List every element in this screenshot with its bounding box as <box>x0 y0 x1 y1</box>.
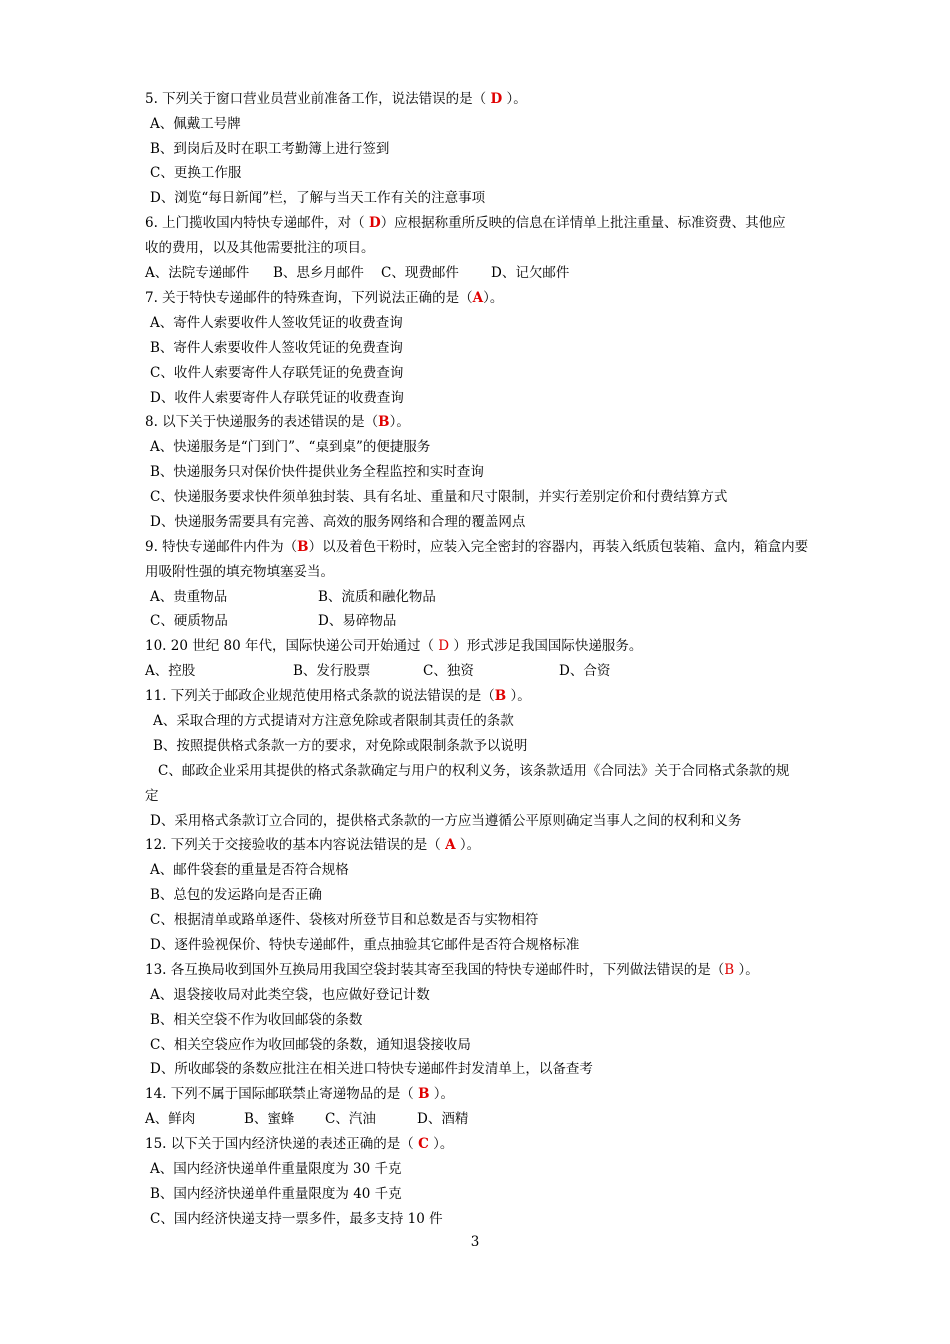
answer-mark: D <box>368 215 381 231</box>
option-d: D、酒精 <box>417 1111 469 1127</box>
question-12-option-d: D、逐件验视保价、特快专递邮件，重点抽验其它邮件是否符合规格标准 <box>150 937 580 953</box>
question-5-option-d: D、浏览“每日新闻”栏，了解与当天工作有关的注意事项 <box>150 190 486 206</box>
option-b: B、蜜蜂 <box>244 1111 295 1127</box>
question-6-stem <box>145 214 786 232</box>
question-12-option-c: C、根据清单或路单逐件、袋核对所登节目和总数是否与实物相符 <box>150 912 539 928</box>
stem-text: ）。 <box>502 91 527 107</box>
stem-text: 12. 下列关于交接验收的基本内容说法错误的是（ <box>145 837 446 853</box>
page-number: 3 <box>470 1234 480 1250</box>
stem-text: ）。 <box>734 962 759 978</box>
question-5-option-a: A、佩戴工号牌 <box>150 116 241 132</box>
question-14-stem <box>145 1085 454 1103</box>
option-b: B、流质和融化物品 <box>318 589 436 605</box>
answer-mark: D <box>438 638 450 654</box>
question-5-stem <box>145 90 527 108</box>
question-10-stem <box>145 637 642 655</box>
answer-mark: B <box>724 962 735 978</box>
question-11-option-c: C、邮政企业采用其提供的格式条款确定与用户的权利义务，该条款适用《合同法》关于合同格式条款的规 <box>158 763 790 779</box>
stem-text: ）。 <box>389 414 410 430</box>
answer-mark: B <box>418 1086 430 1102</box>
stem-text: 15. 以下关于国内经济快递的表述正确的是（ <box>145 1136 419 1152</box>
stem-text: 6. 上门揽收国内特快专递邮件，对（ <box>145 215 369 231</box>
question-8-option-a: A、快递服务是“门到门”、“桌到桌”的便捷服务 <box>150 439 431 455</box>
question-12-option-b: B、总包的发运路向是否正确 <box>150 887 322 903</box>
question-6-options <box>145 264 569 282</box>
stem-text: ）。 <box>506 688 531 704</box>
question-15-stem <box>145 1135 453 1153</box>
option-a: A、控股 <box>145 663 196 679</box>
question-9-stem-cont: 用吸附性强的填充物填塞妥当。 <box>145 564 334 580</box>
option-b: B、发行股票 <box>293 663 371 679</box>
question-5-option-b: B、到岗后及时在职工考勤簿上进行签到 <box>150 141 390 157</box>
question-9-options-row2 <box>150 612 396 630</box>
question-9-options-row1 <box>150 588 436 606</box>
stem-text: ）。 <box>429 1086 455 1102</box>
question-8-option-d: D、快递服务需要具有完善、高效的服务网络和合理的覆盖网点 <box>150 514 526 530</box>
question-11-option-c-cont: 定 <box>145 788 159 804</box>
stem-text: 10. 20 世纪 80 年代，国际快递公司开始通过（ <box>145 638 439 654</box>
stem-text: 13. 各互换局收到国外互换局用我国空袋封装其寄至我国的特快专递邮件时，下列做法错误的是（ <box>145 962 725 978</box>
question-7-option-a: A、寄件人索要收件人签收凭证的收费查询 <box>150 315 403 331</box>
stem-text: ）形式涉足我国国际快递服务。 <box>449 638 643 654</box>
stem-text: ）以及着色干粉时，应装入完全密封的容器内，再装入纸质包装箱、盒内，箱盒内要 <box>308 539 809 555</box>
option-b: B、思乡月邮件 <box>273 265 364 281</box>
option-c: C、独资 <box>423 663 474 679</box>
answer-mark: B <box>297 539 309 555</box>
question-11-option-d: D、采用格式条款订立合同的，提供格式条款的一方应当遵循公平原则确定当事人之间的权利和义务 <box>150 813 742 829</box>
stem-text: ）。 <box>455 837 481 853</box>
question-13-stem <box>145 961 759 979</box>
question-15-option-b: B、国内经济快递单件重量限度为 40 千克 <box>150 1186 402 1202</box>
question-14-options <box>145 1110 468 1128</box>
question-11-stem <box>145 687 531 705</box>
question-7-stem <box>145 289 503 307</box>
stem-text: ）。 <box>428 1136 454 1152</box>
question-13-option-d: D、所收邮袋的条数应批注在相关进口特快专递邮件封发清单上，以备查考 <box>150 1061 593 1077</box>
option-a: A、贵重物品 <box>150 589 228 605</box>
option-c: C、汽油 <box>325 1111 376 1127</box>
stem-text: ）。 <box>483 290 504 306</box>
question-8-stem <box>145 413 410 431</box>
question-13-option-b: B、相关空袋不作为收回邮袋的条数 <box>150 1012 363 1028</box>
option-c: C、现费邮件 <box>381 265 459 281</box>
question-9-stem <box>145 538 808 556</box>
question-5-option-c: C、更换工作服 <box>150 165 242 181</box>
stem-text: 7. 关于特快专递邮件的特殊查询，下列说法正确的是（ <box>145 290 473 306</box>
question-15-option-c: C、国内经济快递支持一票多件，最多支持 10 件 <box>150 1211 443 1227</box>
answer-mark: D <box>490 91 503 107</box>
answer-mark: B <box>494 688 507 704</box>
option-c: C、硬质物品 <box>150 613 228 629</box>
question-8-option-b: B、快递服务只对保价快件提供业务全程监控和实时查询 <box>150 464 484 480</box>
option-a: A、法院专递邮件 <box>145 265 250 281</box>
question-12-stem <box>145 836 480 854</box>
option-d: D、合资 <box>559 663 611 679</box>
answer-mark: A <box>472 290 484 306</box>
option-d: D、易碎物品 <box>318 613 397 629</box>
question-11-option-b: B、按照提供格式条款一方的要求，对免除或限制条款予以说明 <box>153 738 528 754</box>
answer-mark: B <box>378 414 390 430</box>
answer-mark: A <box>445 837 456 853</box>
question-12-option-a: A、邮件袋套的重量是否符合规格 <box>150 862 349 878</box>
answer-mark: C <box>418 1136 429 1152</box>
question-11-option-a: A、采取合理的方式提请对方注意免除或者限制其责任的条款 <box>153 713 514 729</box>
question-13-option-c: C、相关空袋应作为收回邮袋的条数，通知退袋接收局 <box>150 1037 471 1053</box>
question-15-option-a: A、国内经济快递单件重量限度为 30 千克 <box>150 1161 402 1177</box>
option-a: A、鲜肉 <box>145 1111 196 1127</box>
stem-text: ）应根据称重所反映的信息在详情单上批注重量、标准资费、其他应 <box>380 215 786 231</box>
stem-text: 11. 下列关于邮政企业规范使用格式条款的说法错误的是（ <box>145 688 495 704</box>
question-13-option-a: A、退袋接收局对此类空袋，也应做好登记计数 <box>150 987 430 1003</box>
question-10-options <box>145 662 610 680</box>
stem-text: 8. 以下关于快递服务的表述错误的是（ <box>145 414 379 430</box>
stem-text: 14. 下列不属于国际邮联禁止寄递物品的是（ <box>145 1086 419 1102</box>
question-7-option-b: B、寄件人索要收件人签收凭证的免费查询 <box>150 340 403 356</box>
question-6-stem-cont: 收的费用，以及其他需要批注的项目。 <box>145 240 375 256</box>
option-d: D、记欠邮件 <box>491 265 570 281</box>
question-8-option-c: C、快递服务要求快件须单独封装、具有名址、重量和尺寸限制，并实行差别定价和付费结算方式 <box>150 489 728 505</box>
question-7-option-c: C、收件人索要寄件人存联凭证的免费查询 <box>150 365 404 381</box>
stem-text: 9. 特快专递邮件内件为（ <box>145 539 298 555</box>
stem-text: 5. 下列关于窗口营业员营业前准备工作，说法错误的是（ <box>145 91 491 107</box>
question-7-option-d: D、收件人索要寄件人存联凭证的收费查询 <box>150 390 404 406</box>
